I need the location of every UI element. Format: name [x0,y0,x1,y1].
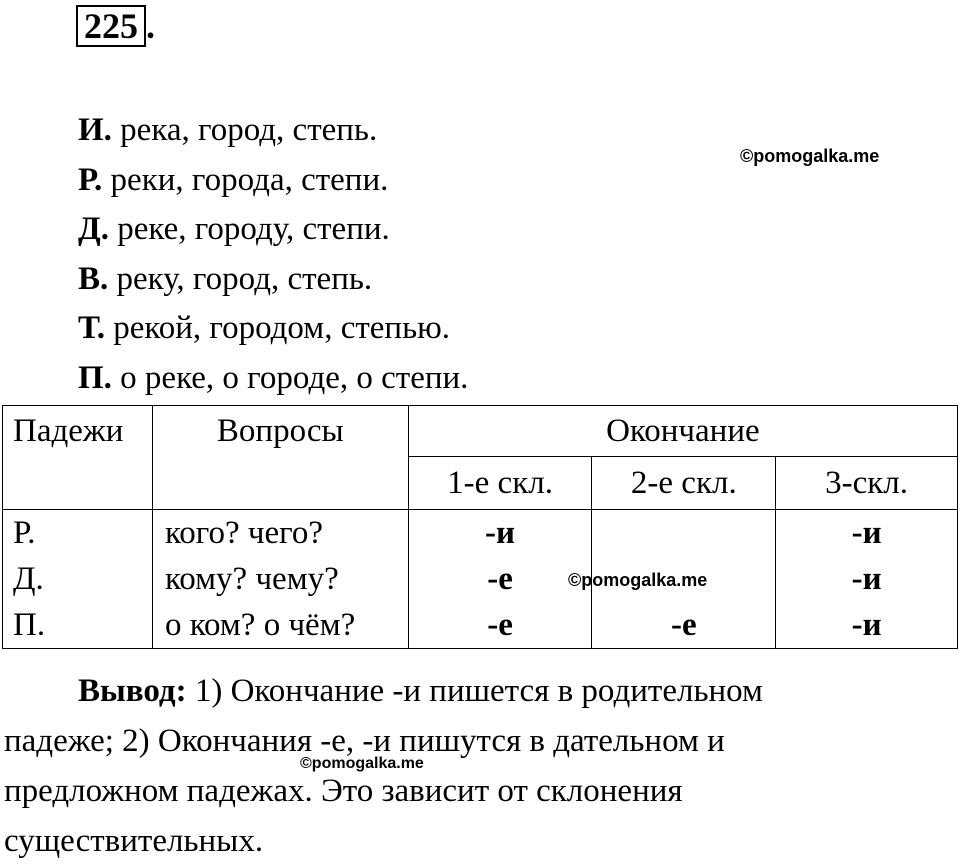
case-forms: рекой, городом, степью. [113,310,451,346]
case-abbr: Д. [78,211,109,247]
exercise-number-value: 225 [84,6,138,46]
table-cell: -и [851,607,882,643]
table-cell: -е [487,607,513,643]
table-cell: Р. [13,515,36,551]
header-questions: Вопросы [152,406,408,510]
header-decl-3: 3-скл. [776,457,958,510]
conclusion-line: предложном падежах. Это зависит от склонения [4,773,683,809]
conclusion-line [4,666,954,716]
table-cell: -и [485,515,516,551]
case-abbr: П. [78,359,112,396]
case-forms: реки, города, степи. [110,161,389,198]
case-line [78,158,468,208]
conclusion-text: 1) Окончание -и пишется в родительном [186,673,763,709]
table-cell: кого? чего? [164,515,324,551]
case-line [78,356,468,406]
case-forms: о реке, о городе, о степи. [120,359,469,396]
exercise-number [76,4,155,48]
header-cases: Падежи [3,406,153,510]
table-cell [592,556,775,602]
case-line [78,108,468,158]
case-forms: реке, городу, степи. [117,211,390,247]
case-abbr: В. [78,260,109,297]
declension-list [78,108,468,405]
watermark: ©pomogalka.me [300,755,424,772]
watermark: ©pomogalka.me [740,146,880,166]
case-abbr: Т. [78,310,105,346]
questions-column [152,510,408,649]
exercise-number-box [76,5,146,47]
header-ending: Окончание [408,406,957,457]
case-abbr: И. [78,112,112,148]
decl-1-column [408,510,592,649]
conclusion-line: существительных. [4,823,264,859]
conclusion-line: падеже; 2) Окончания -е, -и пишутся в дательном и [4,723,725,759]
case-forms: река, город, степь. [120,112,378,148]
exercise-number-dot: . [146,6,155,46]
conclusion [4,666,954,866]
conclusion-label: Вывод: [78,673,187,709]
case-line [78,306,468,356]
decl-2-column [592,510,776,649]
table-cell [592,510,775,556]
table-cell: -и [851,561,882,597]
table-cell: П. [13,607,46,643]
decl-3-column [776,510,958,649]
case-forms: реку, город, степь. [116,260,373,297]
case-line [78,207,468,257]
table-cell: кому? чему? [164,561,339,597]
table-cell: -е [487,561,513,597]
table-cell: -е [670,607,697,643]
cases-column [3,510,153,649]
header-decl-1: 1-е скл. [408,457,592,510]
table-cell: Д. [13,561,44,597]
endings-table [2,405,958,649]
table-cell: о ком? о чём? [164,607,356,643]
case-line [78,257,468,307]
header-decl-2: 2-е скл. [592,457,776,510]
table-cell: -и [851,515,882,551]
case-abbr: Р. [78,161,103,198]
watermark: ©pomogalka.me [568,570,708,590]
